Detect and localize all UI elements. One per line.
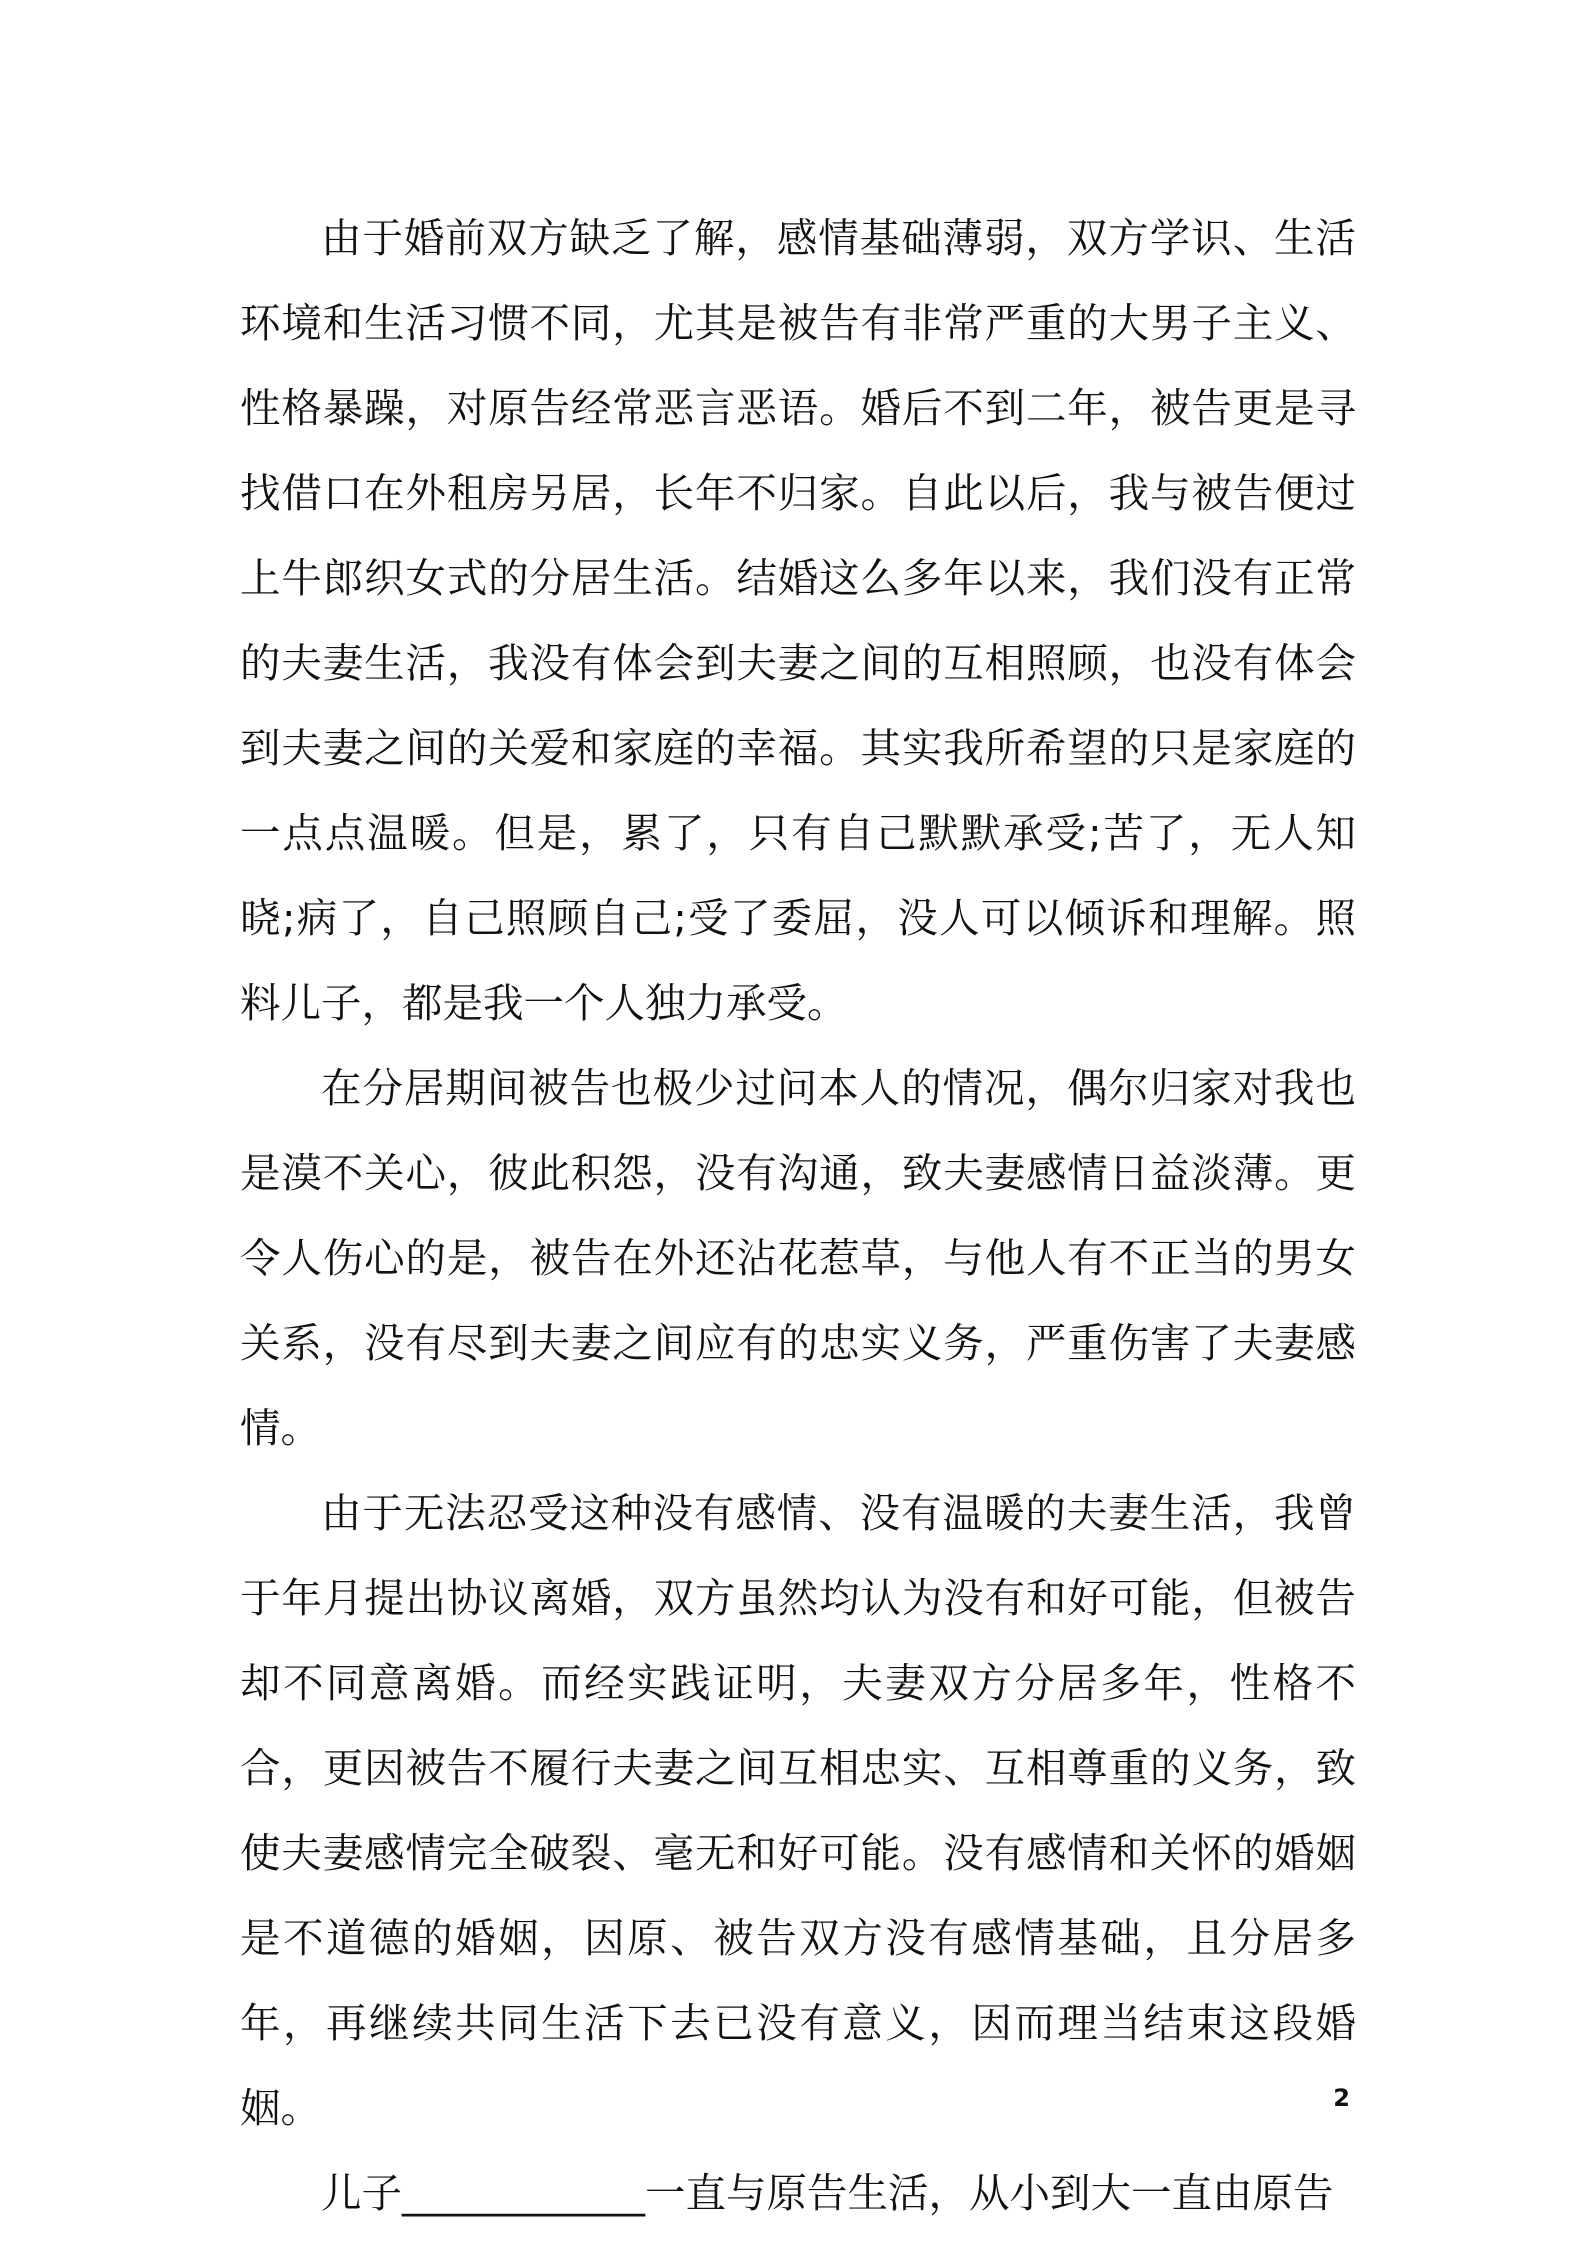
- page-number: 2: [1333, 2084, 1350, 2112]
- paragraph-3: 由于无法忍受这种没有感情、没有温暖的夫妻生活，我曾于年月提出协议离婚，双方虽然均认为没有和好可能，但被告却不同意离婚。而经实践证明，夫妻双方分居多年，性格不合，更因被告不履行夫妻之间互相忠实、互相尊重的义务，致使夫妻感情完全破裂、毫无和好可能。没有感情和关怀的婚姻是不道德的婚姻，因原、被告双方没有感情基础，且分居多年，再继续共同生活下去已没有意义，因而理当结束这段婚姻。: [240, 1489, 1356, 2132]
- document-body: [240, 196, 1356, 2236]
- paragraph-1: 由于婚前双方缺乏了解，感情基础薄弱，双方学识、生活环境和生活习惯不同，尤其是被告有非常严重的大男子主义、性格暴躁，对原告经常恶言恶语。婚后不到二年，被告更是寻找借口在外租房另居，长年不归家。自此以后，我与被告便过上牛郎织女式的分居生活。结婚这么多年以来，我们没有正常的夫妻生活，我没有体会到夫妻之间的互相照顾，也没有体会到夫妻之间的关爱和家庭的幸福。其实我所希望的只是家庭的一点点温暖。但是，累了，只有自己默默承受;苦了，无人知晓;病了，自己照顾自己;受了委屈，没人可以倾诉和理解。照料儿子，都是我一个人独力承受。: [240, 214, 1356, 1027]
- paragraph-2: 在分居期间被告也极少过问本人的情况，偶尔归家对我也是漠不关心，彼此积怨，没有沟通，致夫妻感情日益淡薄。更令人伤心的是，被告在外还沾花惹草，与他人有不正当的男女关系，没有尽到夫妻之间应有的忠实义务，严重伤害了夫妻感情。: [240, 1064, 1356, 1452]
- paragraph-4: 儿子____________一直与原告生活，从小到大一直由原告: [321, 2169, 1334, 2217]
